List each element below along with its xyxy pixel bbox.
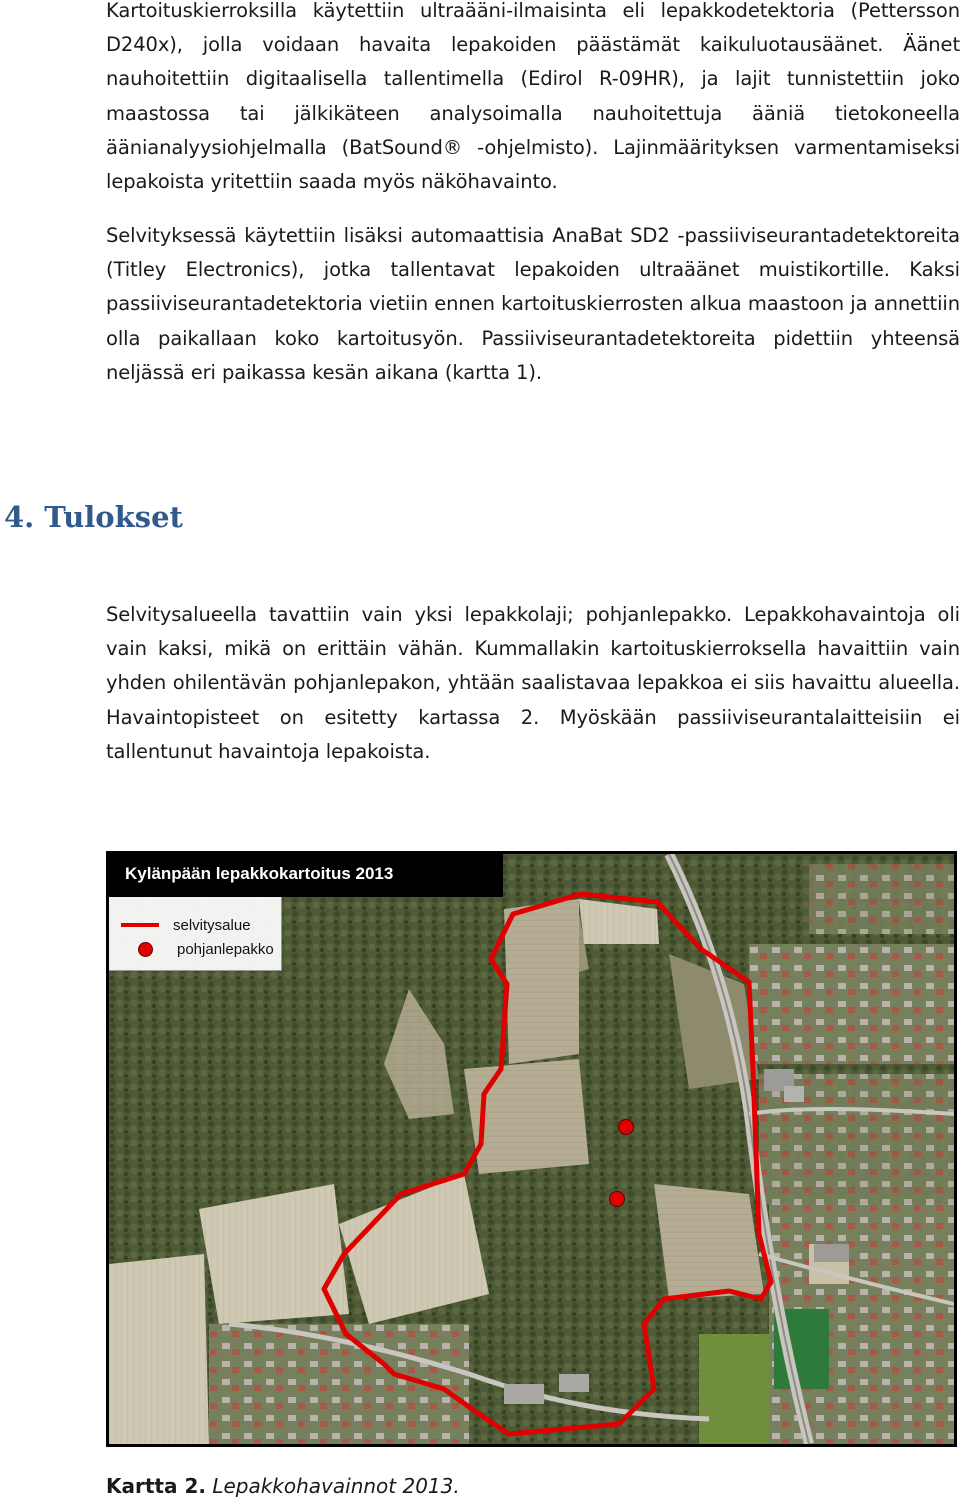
observation-point xyxy=(610,1192,625,1207)
legend-label-area: selvitysalue xyxy=(173,916,251,934)
legend-label-point: pohjanlepakko xyxy=(177,940,274,958)
map-caption xyxy=(106,1474,460,1498)
observation-point xyxy=(619,1120,634,1135)
map-legend xyxy=(109,897,282,971)
section-heading xyxy=(4,500,183,534)
methods-paragraph-2: Selvityksessä käytettiin lisäksi automaattisia AnaBat SD2 -passiiviseurantadetektoreita (Titley Electronics), jotka tallentavat lepakoiden ultraäänet muistikortille. Kaksi passiiviseurantadetektoria vietiin ennen kartoituskierrosten alkua maastoon ja annettiin olla paikallaan koko kartoitusyön. Passiiviseurantadetektoreita pidettiin yhteensä neljässä eri paikassa kesän aikana (kartta 1). xyxy=(106,224,960,384)
caption-label: Kartta 2. xyxy=(106,1474,206,1498)
section-title: Tulokset xyxy=(44,500,183,534)
aerial-map xyxy=(106,851,957,1447)
results-paragraph: Selvitysalueella tavattiin vain yksi lepakkolaji; pohjanlepakko. Lepakkohavaintoja oli vain kaksi, mikä on erittäin vähän. Kummallakin kartoituskierroksella havaittiin vain yhden ohilentävän pohjanlepakon, yhtään saalistavaa lepakkoa ei siis havaittu alueella. Havaintopisteet on esitetty kartassa 2. Myöskään passiiviseurantalaitteisiin ei tallentunut havaintoja lepakoista. xyxy=(106,603,960,763)
red-dot-icon xyxy=(138,942,153,957)
legend-item-area xyxy=(109,914,251,936)
legend-item-point xyxy=(109,938,274,960)
caption-text: Lepakkohavainnot 2013. xyxy=(212,1474,460,1498)
methods-paragraph-1: Kartoituskierroksilla käytettiin ultraääni-ilmaisinta eli lepakkodetektoria (Pettersson D240x), jolla voidaan havaita lepakoiden päästämät kaikuluotausäänet. Äänet nauhoitettiin digitaalisella tallentimella (Edirol R-09HR), ja lajit tunnistettiin joko maastossa tai jälkikäteen analysoimalla nauhoitettuja ääniä tietokoneella äänianalyysiohjelmalla (BatSound® -ohjelmisto). Lajinmäärityksen varmentamiseksi lepakoista yritettiin saada myös näköhavainto. xyxy=(106,0,960,194)
boundary-line-icon xyxy=(121,923,159,927)
section-number: 4. xyxy=(4,500,35,534)
map-title: Kylänpään lepakkokartoitus 2013 xyxy=(125,864,394,883)
map-title-bar xyxy=(109,854,503,897)
